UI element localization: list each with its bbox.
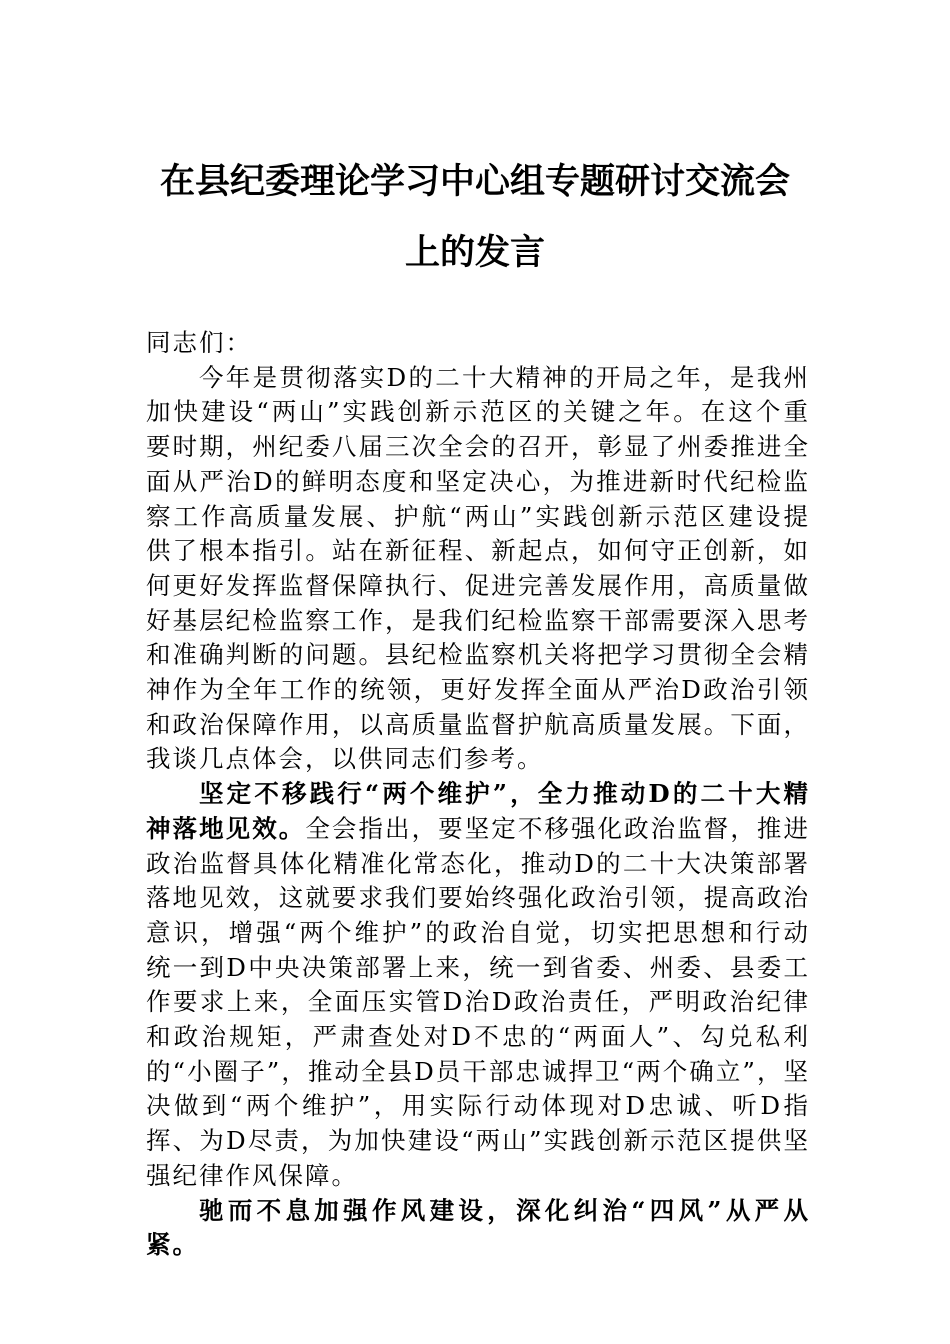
- document-title-line-1: 在县纪委理论学习中心组专题研讨交流会: [159, 161, 790, 202]
- section-1-body: 全会指出，要坚定不移强化政治监督，推进政治监督具体化精准化常态化，推动D的二十大决策部署落地见效，这就要求我们要始终强化政治引领，提高政治意识，增强“两个维护”的政治自觉，切实把思想和行动统一到D中央决策部署上来，统一到省委、州委、县委工作要求上来，全面压实管D治D政治责任，严明政治纪律和政治规矩，严肃查处对D不忠的“两面人”、勾兑私利的“小圈子”，推动全县D员干部忠诚捍卫“两个确立”，坚决做到“两个维护”，用实际行动体现对D忠诚、听D指挥、为D尽责，为加快建设“两山”实践创新示范区提供坚强纪律作风保障。: [146, 813, 810, 1190]
- section-2-heading: 驰而不息加强作风建设，深化纠治“四风”从严从紧。: [146, 1195, 810, 1260]
- document-body: [146, 326, 810, 1263]
- section-1-heading: 坚定不移践行“两个维护”，全力推动D的二十大精神落地见效。: [146, 779, 810, 843]
- section-2-paragraph: [146, 1194, 810, 1263]
- section-1-paragraph: [146, 777, 810, 1193]
- salutation: 同志们：: [146, 328, 252, 357]
- document-title-line-2: 上的发言: [404, 232, 545, 273]
- opening-paragraph: 今年是贯彻落实D的二十大精神的开局之年，是我州加快建设“两山”实践创新示范区的关键之年。在这个重要时期，州纪委八届三次全会的召开，彰显了州委推进全面从严治D的鲜明态度和坚定决心，为推进新时代纪检监察工作高质量发展、护航“两山”实践创新示范区建设提供了根本指引。站在新征程、新起点，如何守正创新，如何更好发挥监督保障执行、促进完善发展作用，高质量做好基层纪检监察工作，是我们纪检监察干部需要深入思考和准确判断的问题。县纪检监察机关将把学习贯彻全会精神作为全年工作的统领，更好发挥全面从严治D政治引领和政治保障作用，以高质量监督护航高质量发展。下面，我谈几点体会，以供同志们参考。: [146, 362, 810, 774]
